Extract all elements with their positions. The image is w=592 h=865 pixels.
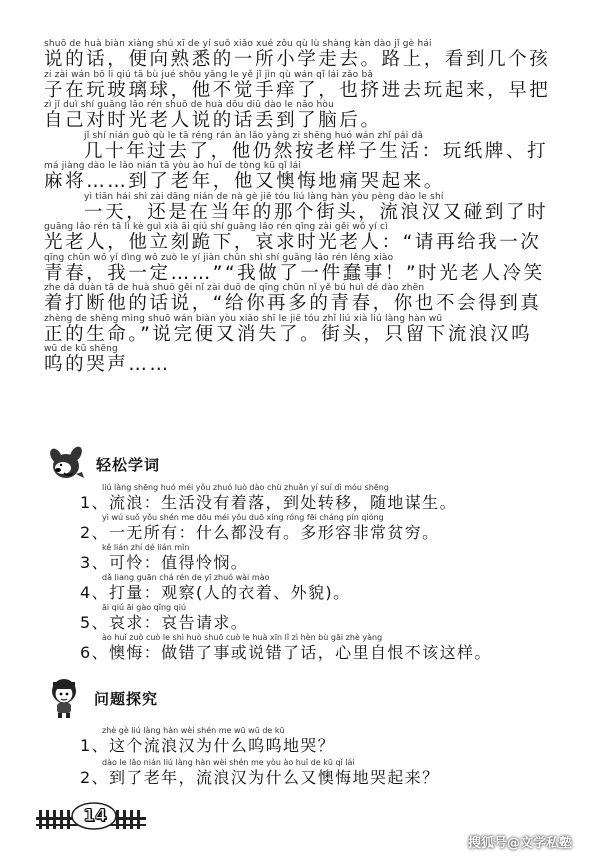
list-item — [80, 542, 550, 572]
pinyin-annotation: ào huǐ zuò cuò le shì huò shuō cuò le huà xīn lǐ zì hèn bù gāi zhè yàng — [102, 633, 383, 642]
question-section-header — [44, 676, 158, 720]
pinyin-annotation: zhe dǎ duàn tā de huà shuō gěi nǐ zài duō de qīng chūn nǐ yě bú huì dé dào zhēn — [44, 283, 425, 293]
cartoon-dog-icon — [46, 446, 90, 482]
pinyin-annotation: zhè gè liú làng hàn wèi shén me wū wū de kū — [102, 726, 285, 735]
chinese-text: 青春，我一定……”“我做了一件蠢事！”时光老人冷笑 — [44, 262, 545, 284]
pinyin-annotation: yì wú suǒ yǒu shén me dōu méi yǒu duō xíng róng fēi cháng pín qióng — [102, 513, 384, 522]
list-item — [80, 512, 550, 542]
chinese-text: 正的生命。”说完便又消失了。街头，只留下流浪汉呜 — [44, 323, 533, 345]
chinese-text: 一天，还是在当年的那个街头，流浪汉又碰到了时 — [84, 201, 549, 223]
text-line — [44, 252, 554, 283]
pinyin-annotation: zì jǐ duì shí guāng lǎo rén shuō de huà dōu diū dào le nǎo hòu — [44, 100, 334, 110]
pinyin-annotation: qīng chūn wǒ yí dìng wǒ zuò le yí jiàn chǔn shì shí guāng lǎo rén lěng xiào — [44, 252, 394, 263]
watermark: 搜狐号@文学私塾 — [467, 836, 572, 851]
story-text — [44, 38, 554, 374]
pinyin-annotation: guāng lǎo rén tā lì kè guì xià āi qiú shí guāng lǎo rén qǐng zài gěi wǒ yí cì — [44, 222, 388, 232]
list-item — [80, 757, 550, 789]
chinese-text: 着打断他的话说，“给你再多的青春，你也不会得到真 — [44, 293, 542, 314]
text-line — [44, 160, 554, 191]
pinyin-annotation: kě lián zhí dé lián mǐn — [102, 543, 190, 552]
pinyin-annotation: dào le lǎo nián liú làng hàn wèi shén me yòu ào huǐ de kū qǐ lái — [102, 758, 355, 767]
text-line — [44, 282, 554, 313]
pinyin-annotation: yì tiān hái shì zài dāng nián de nà gè jiē tóu liú làng hàn yòu pèng dào le shí — [84, 191, 444, 202]
pinyin-annotation: dǎ liang guān chá rén de yī zhuó wài mào — [102, 573, 270, 582]
chinese-text: 6、懊悔：做错了事或说错了话，心里自恨不该这样。 — [80, 643, 492, 662]
chinese-text: 4、打量：观察(人的衣着、外貌)。 — [80, 583, 351, 602]
pinyin-annotation: āi qiú āi gào qǐng qiú — [102, 603, 187, 612]
page-number-badge — [36, 800, 146, 830]
list-item — [80, 572, 550, 602]
chinese-text: 麻将……到了老年，他又懊悔地痛哭起来。 — [44, 171, 445, 192]
question-list — [80, 725, 550, 789]
pinyin-annotation: jǐ shí nián guò qù le tā réng rán àn lǎo yàng zi shēng huó wán zhǐ pái dǎ — [84, 130, 424, 141]
text-line — [44, 313, 554, 344]
question-section-title: 问题探究 — [94, 689, 159, 708]
text-line — [44, 130, 554, 161]
list-item — [80, 725, 550, 757]
chinese-text: 2、到了老年，流浪汉为什么又懊悔地哭起来？ — [80, 768, 440, 787]
text-line — [44, 69, 554, 100]
vocab-section-header — [46, 446, 160, 482]
pinyin-annotation: zhèng de shēng mìng shuō wán biàn yòu xiāo shī le jiē tóu zhǐ liú xià liú làng hàn wū — [44, 313, 443, 324]
text-line — [44, 38, 554, 69]
vocab-section-title: 轻松学词 — [96, 455, 161, 474]
pinyin-annotation: shuō de huà biàn xiàng shú xī de yí suǒ xiǎo xué zǒu qù lù shàng kàn dào jǐ gè hái — [44, 39, 432, 49]
list-item — [80, 482, 550, 512]
page-number: 14 — [83, 806, 107, 826]
list-item — [80, 632, 550, 662]
text-line — [44, 191, 554, 222]
chinese-text: 3、可怜：值得怜悯。 — [80, 553, 249, 572]
chinese-text: 呜的哭声…… — [44, 354, 171, 375]
chinese-text: 几十年过去了，他仍然按老样子生活：玩纸牌、打 — [84, 140, 549, 162]
chinese-text: 2、一无所有：什么都没有。多形容非常贫穷。 — [80, 523, 440, 542]
vocab-list — [80, 482, 550, 662]
chinese-text: 光老人，他立刻跪下，哀求时光老人：“请再给我一次 — [44, 232, 542, 253]
pinyin-annotation: má jiàng dào le lǎo nián tā yòu ào huǐ de tòng kū qǐ lái — [44, 161, 302, 171]
chinese-text: 自己对时光老人说的话丢到了脑后。 — [44, 110, 382, 131]
pinyin-annotation: liú làng shēng huó méi yǒu zhuó luò dào chù zhuǎn yí suí dì móu shēng — [102, 483, 389, 492]
text-line — [44, 221, 554, 252]
list-item — [80, 602, 550, 632]
cartoon-girl-icon — [44, 676, 88, 720]
pinyin-annotation: wū de kū shēng — [44, 344, 118, 354]
chinese-text: 1、流浪：生活没有着落，到处转移，随地谋生。 — [80, 493, 457, 512]
text-line — [44, 99, 554, 130]
text-line — [44, 343, 554, 374]
chinese-text: 1、这个流浪汉为什么呜呜地哭？ — [80, 736, 336, 755]
chinese-text: 说的话，便向熟悉的一所小学走去。路上，看到几个孩 — [44, 49, 551, 70]
chinese-text: 子在玩玻璃球，他不觉手痒了，也挤进去玩起来，早把 — [44, 79, 551, 101]
chinese-text: 5、哀求：哀告请求。 — [80, 613, 249, 632]
pinyin-annotation: zi zài wán bō li qiú tā bù jué shǒu yǎng le yě jǐ jìn qù wán qǐ lái zǎo bǎ — [44, 69, 374, 80]
